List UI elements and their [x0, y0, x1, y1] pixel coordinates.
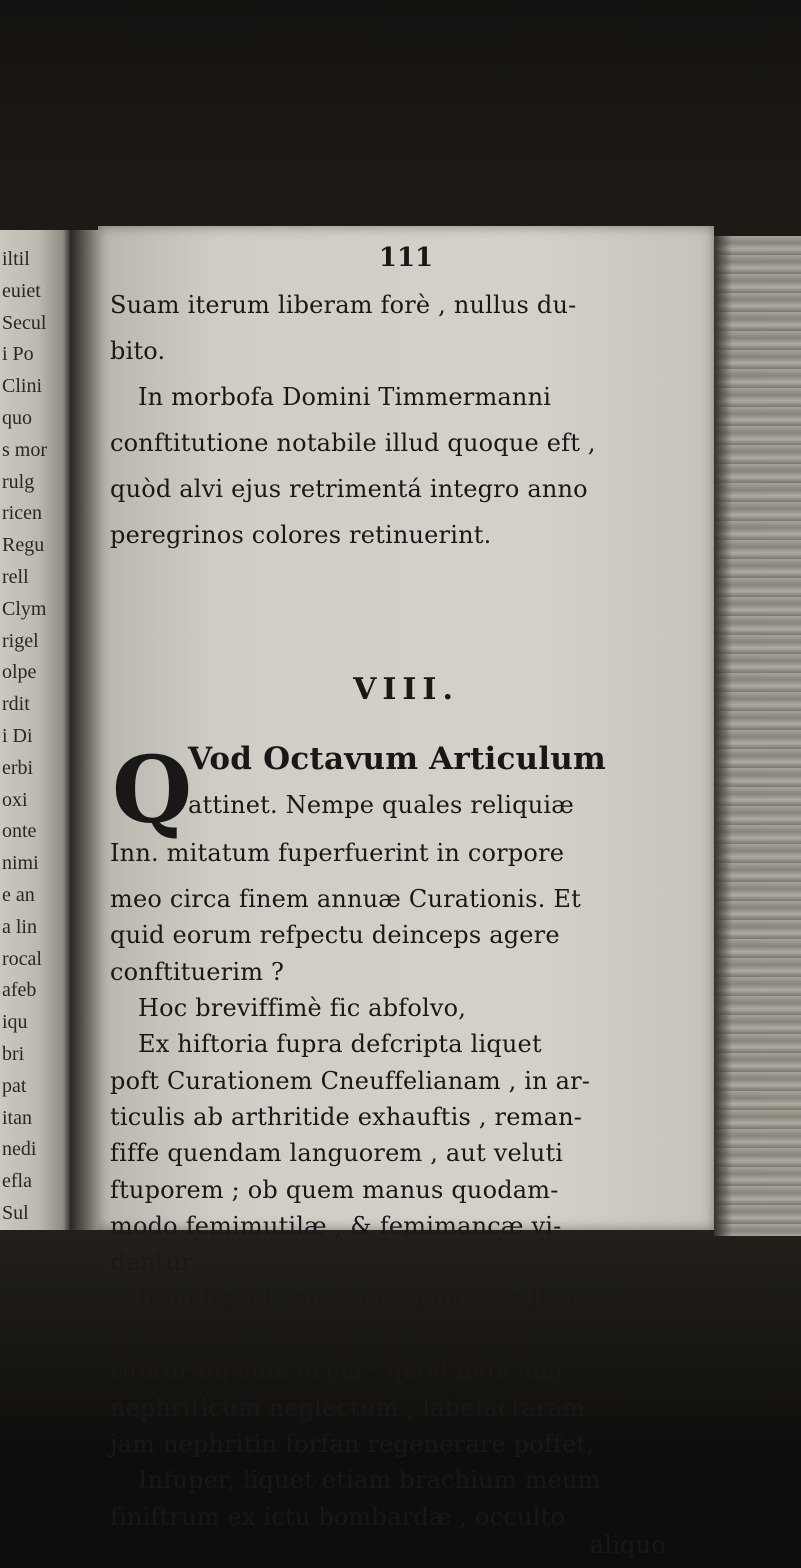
text-line: rubrarum cum urina ; quod indicium — [110, 1357, 563, 1386]
facing-page-fragment: nimi — [2, 852, 39, 875]
section-heading: VIII. — [353, 672, 459, 707]
text-line: Infuper, liquet etiam brachium meum — [138, 1466, 601, 1495]
text-line: finiftrum ex ictu bombardæ , occulto — [110, 1502, 566, 1531]
facing-page-fragment: iltil — [2, 248, 30, 270]
text-line: fiffe quendam languorem , aut veluti — [110, 1139, 564, 1168]
facing-page-fragment: iqu — [2, 1011, 28, 1034]
facing-page-fragment: ricen — [2, 502, 42, 525]
facing-page-fragment: itan — [2, 1106, 32, 1129]
facing-page-fragment: rell — [2, 566, 29, 588]
facing-page-fragment: a lin — [2, 915, 37, 938]
facing-page-fragment: onte — [2, 820, 37, 843]
facing-page-fragment: e an — [2, 884, 35, 906]
text-line: dentur. — [110, 1248, 198, 1277]
facing-page-fragment: i Po — [2, 343, 34, 366]
text-line: Suam iterum liberam forè , nullus du- — [110, 291, 577, 319]
facing-page-fragment: euiet — [2, 279, 41, 302]
page-number: 111 — [378, 243, 434, 273]
catchword: aliquo — [589, 1530, 666, 1559]
facing-page-fragment: i Di — [2, 725, 33, 747]
facing-page-fragment: rdit — [2, 693, 30, 716]
facing-page-fragment: erbi — [2, 756, 34, 779]
facing-page-fragment: Secul — [2, 311, 47, 334]
facing-page-fragment: oxi — [2, 788, 28, 811]
facing-page-fragment: pat — [2, 1074, 27, 1097]
text-line: quid eorum refpectu deinceps agere — [110, 921, 560, 950]
text-line: nephriticum neglectum , labefactaram — [110, 1393, 586, 1422]
facing-page-fragment: Regu — [2, 534, 45, 557]
facing-page-fragment: quo — [2, 407, 32, 429]
text-line: jam nephritin forfan regenerare poffet, — [110, 1429, 595, 1458]
text-line: Item liquet remanere quoque adhuc — [138, 1284, 584, 1313]
text-line: quòd alvi ejus retrimentá integro anno — [110, 475, 588, 503]
section-title-line: Vod Octavum Articulum — [188, 741, 606, 777]
text-line: Ex hiftoria fupra defcripta liquet — [138, 1030, 542, 1059]
text-line: attinet. Nempe quales reliquiæ — [188, 791, 575, 819]
text-line: peregrinos colores retinuerint. — [110, 521, 492, 549]
text-line: conftitutione notabile illud quoque eft , — [110, 429, 596, 457]
facing-page-fragment: afeb — [2, 979, 37, 1002]
text-line: poft Curationem Cneuffelianam , in ar- — [110, 1066, 591, 1095]
facing-page-fragment: s mor — [2, 438, 47, 461]
facing-page-fragment: olpe — [2, 661, 37, 684]
text-line: Hoc breviffimè fic abfolvo, — [138, 993, 467, 1022]
text-line: ticulis ab arthritide exhauftis , reman- — [110, 1102, 583, 1131]
facing-page-fragment: Clini — [2, 375, 43, 398]
text-line: conftituerim ? — [110, 957, 285, 986]
facing-page-fragment: bri — [2, 1043, 25, 1065]
text-line: continuam excretionem arenularum — [110, 1320, 554, 1349]
drop-cap: Q — [112, 736, 193, 844]
facing-page-fragment: nedi — [2, 1138, 37, 1161]
text-line: In morbofa Domini Timmermanni — [138, 383, 552, 411]
text-line: modo femimutilæ , & femimancæ vi- — [110, 1211, 562, 1240]
facing-page-fragment: rigel — [2, 629, 39, 652]
facing-page-fragment: efla — [2, 1170, 32, 1193]
left-page-edge — [0, 230, 70, 1230]
text-line: ftuporem ; ob quem manus quodam- — [110, 1175, 559, 1204]
text-line: meo circa finem annuæ Curationis. Et — [110, 885, 581, 913]
main-page — [98, 226, 714, 1559]
facing-page-fragment: rocal — [2, 947, 42, 970]
facing-page-fragment: rulg — [2, 470, 35, 493]
text-line: Inn. mitatum fuperfuerint in corpore — [110, 839, 565, 867]
facing-page-fragment: Sul — [2, 1202, 29, 1224]
facing-page-fragment: Clym — [2, 597, 47, 620]
right-page-edge — [714, 236, 801, 1236]
text-line: bito. — [110, 337, 166, 365]
book-gutter — [70, 230, 100, 1230]
